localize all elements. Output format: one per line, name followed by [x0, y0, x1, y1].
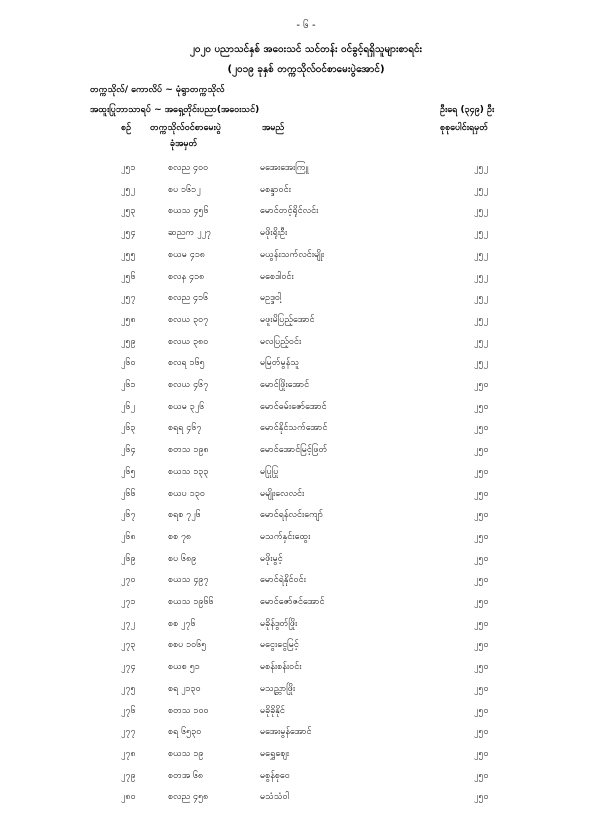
row-name: မောင်ဓမ်းဇော်အောင် [260, 401, 327, 412]
header-name: အမည် [262, 123, 285, 133]
table-row [0, 379, 612, 401]
table-row [0, 249, 612, 271]
row-serial: ၂၇၁ [121, 597, 136, 607]
row-marks: ၂၅၀ [474, 705, 489, 716]
row-serial: ၂၇၂ [121, 618, 135, 629]
header-roll: တက္ကသိုလ်ဝင်စာမေးပွဲ [150, 123, 221, 133]
row-serial: ၂၅၇ [121, 293, 136, 304]
row-roll-number: ဆညက ၂၂၇ [168, 228, 211, 239]
row-serial: ၂၇၄ [121, 662, 136, 673]
row-name: မောင်ရဲနိုင်ဝင်း [260, 575, 306, 586]
row-roll-number: စစ ၂၇၆ [168, 618, 196, 629]
row-name: မောင်ရန်လင်းကျော် [260, 510, 324, 521]
row-marks: ၂၅၀ [474, 792, 489, 803]
row-name: မဖူးမိပြည့်အောင် [260, 314, 315, 325]
row-marks: ၂၅၂ [474, 184, 488, 195]
row-marks: ၂၅၂ [474, 271, 488, 282]
row-name: မသည္တာဖြိုး [260, 683, 296, 694]
row-name: မခိုန်ဒွတ်ဖြိုး [260, 618, 298, 629]
table-row [0, 227, 612, 249]
row-marks: ၂၅၂ [474, 293, 488, 304]
row-serial: ၂၇၅ [121, 683, 136, 694]
table-row [0, 618, 612, 640]
row-roll-number: စယမ ၃၂၆ [168, 401, 205, 412]
total-count: ဦးရေ (၃၄၉) ဦး [440, 105, 495, 115]
row-name: မဥဒ္ဒဝါ့ [260, 293, 282, 304]
table-row [0, 422, 612, 444]
row-marks: ၂၅၀ [474, 423, 489, 434]
row-serial: ၂၆၀ [121, 358, 136, 369]
row-marks: ၂၅၂ [474, 336, 488, 347]
table-row [0, 791, 612, 813]
row-serial: ၂၇၈ [121, 748, 136, 759]
row-name: မဖိုးရိုးဦး [260, 228, 288, 239]
row-roll-number: စယပ ၁၃၀ [168, 488, 205, 499]
row-name: မအေးမွန်အောင် [260, 727, 312, 738]
row-marks: ၂၅၀ [474, 770, 489, 781]
row-roll-number: စတအ ၆၈ [168, 770, 204, 781]
row-serial: ၂၈၀ [121, 792, 136, 803]
row-roll-number: စလည ၄၀၀ [168, 163, 209, 173]
document-title: ၂၀၂၀ ပညာသင်နှစ် အဝေးသင် သင်တန်း ဝင်ခွင့်ရရှိသူများစာရင်း [189, 44, 423, 55]
row-serial: ၂၆၁ [121, 380, 136, 390]
table-row [0, 661, 612, 683]
row-roll-number: စယမ ၄၁၈ [168, 249, 206, 260]
row-marks: ၂၅၀ [474, 748, 489, 759]
row-roll-number: စတသ ၁၀၀ [168, 705, 209, 716]
table-row [0, 444, 612, 466]
table-row [0, 488, 612, 510]
table-row [0, 596, 612, 618]
row-roll-number: စရ ၂၁၃၀ [168, 683, 201, 694]
row-marks: ၂၅၂ [474, 163, 488, 173]
table-row [0, 574, 612, 596]
row-name: မစေဒါဝင်း [260, 271, 294, 282]
row-serial: ၂၆၅ [121, 466, 136, 477]
table-row [0, 509, 612, 531]
row-serial: ၂၅၃ [121, 206, 136, 217]
row-name: မစန္ဒာဝင်း [260, 184, 291, 195]
row-marks: ၂၅၀ [474, 510, 489, 521]
row-name: မဖိုးမွင့် [260, 553, 283, 564]
row-name: မယွန်းသက်လင်းမျိုး [260, 249, 325, 260]
header-roll-line2: ခုံအမှတ် [170, 139, 198, 149]
row-serial: ၂၇၇ [121, 727, 136, 738]
row-roll-number: စရစ ၇၂၆ [168, 510, 201, 521]
row-roll-number: စယသ ၄၉၇ [168, 575, 209, 586]
subject-line: အထူးပြုဘာသာရပ် ~ အရှေ့တိုင်းပညာ(အဝေးသင်) [90, 105, 260, 115]
row-roll-number: စစ ၇၈ [168, 531, 192, 542]
page-number: - ၆ - [296, 20, 316, 31]
row-roll-number: စယသ ၁၉၆၆ [168, 597, 214, 607]
row-marks: ၂၅၂ [474, 228, 488, 239]
row-marks: ၂၅၂ [474, 206, 488, 217]
row-name: မပြုပြု [260, 466, 279, 477]
row-roll-number: စယစ ၅၁ [168, 662, 200, 673]
row-serial: ၂၅၈ [121, 314, 136, 325]
row-marks: ၂၅၀ [474, 466, 489, 477]
table-row [0, 748, 612, 770]
row-marks: ၂၅၀ [474, 683, 489, 694]
row-marks: ၂၅၀ [474, 640, 489, 651]
row-name: မောင်နိုင်သက်အောင် [260, 423, 328, 434]
row-serial: ၂၆၄ [121, 445, 136, 456]
table-row [0, 162, 612, 184]
row-serial: ၂၆၂ [121, 401, 135, 412]
row-marks: ၂၅၀ [474, 445, 489, 456]
row-marks: ၂၅၀ [474, 727, 489, 738]
row-roll-number: စလည ၄၁၆ [168, 293, 209, 304]
table-row [0, 770, 612, 792]
row-roll-number: စယသ ၄၅၆ [168, 206, 209, 217]
table-row [0, 705, 612, 727]
row-name: မသက်နှင်းထွေး [260, 531, 311, 542]
row-serial: ၂၅၉ [121, 336, 136, 347]
row-name: မသံသံဝါ [260, 792, 290, 803]
row-serial: ၂၆၉ [121, 553, 136, 564]
university-line: တက္ကသိုလ်/ ကောလိပ် ~ မုံရွာတက္ကသိုလ် [90, 85, 225, 95]
document-subtitle: (၂၀၁၉ ခုနှစ် တက္ကသိုလ်ဝင်စာမေးပွဲအောင်) [227, 64, 385, 75]
row-roll-number: စရ ၆၅၃၀ [168, 727, 202, 738]
table-row [0, 401, 612, 423]
row-marks: ၂၅၀ [474, 553, 489, 564]
table-row [0, 683, 612, 705]
row-marks: ၂၅၀ [474, 380, 489, 390]
table-row [0, 357, 612, 379]
row-roll-number: စပ ၁၆၁၂ [168, 184, 201, 195]
row-roll-number: စလည ၄၅၈ [168, 792, 209, 803]
row-marks: ၂၅၀ [474, 401, 489, 412]
table-row [0, 184, 612, 206]
row-serial: ၂၆၆ [121, 488, 136, 499]
row-marks: ၂၅၀ [474, 618, 489, 629]
row-serial: ၂၆၃ [121, 423, 136, 434]
row-roll-number: စလယ ၃၀၇ [168, 314, 209, 325]
row-marks: ၂၅၂ [474, 249, 488, 260]
table-row [0, 205, 612, 227]
row-serial: ၂၇၉ [121, 770, 136, 781]
row-roll-number: စစပ ၁၀၆၅ [168, 640, 207, 651]
row-name: မမြတ်မွန်သူ [260, 358, 300, 369]
row-roll-number: စလယ ၄၆၇ [168, 380, 209, 390]
row-marks: ၂၅၀ [474, 662, 489, 673]
table-row [0, 292, 612, 314]
row-serial: ၂၅၅ [121, 249, 136, 260]
table-row [0, 336, 612, 358]
row-marks: ၂၅၀ [474, 575, 489, 586]
row-serial: ၂၅၁ [121, 163, 136, 173]
row-name: မောင်ဖြိုးအောင် [260, 380, 310, 390]
row-roll-number: စယသ ၁၃၃ [168, 466, 209, 477]
row-name: မရွှေစျေး [260, 748, 290, 759]
row-serial: ၂၆၈ [121, 531, 136, 542]
table-row [0, 531, 612, 553]
row-name: မခိုခိုနိုင် [260, 705, 285, 716]
row-serial: ၂၅၄ [121, 228, 136, 239]
table-row [0, 639, 612, 661]
row-serial: ၂၅၂ [121, 184, 135, 195]
row-name: မစန်းစန်းဝင်း [260, 662, 302, 673]
row-roll-number: စလရ ၁၆၅ [168, 358, 205, 369]
row-roll-number: စလယ ၃၈၀ [168, 336, 209, 347]
row-name: မမျိုးလေလင်း [260, 488, 305, 499]
row-marks: ၂၅၀ [474, 531, 489, 542]
row-name: မစွန်စုဝေ [260, 770, 290, 781]
table-row [0, 466, 612, 488]
row-marks: ၂၅၂ [474, 314, 488, 325]
row-name: မောင်အောင်မြင့်ဖြတ် [260, 445, 328, 456]
table-row [0, 314, 612, 336]
row-serial: ၂၆၇ [121, 510, 136, 521]
row-marks: ၂၅၀ [474, 597, 489, 607]
row-serial: ၂၇၃ [121, 640, 136, 651]
row-roll-number: စပ ၆၈၉ [168, 553, 197, 564]
row-name: မလပြည့်ဝင်း [260, 336, 302, 347]
row-roll-number: စယသ ၁၉ [168, 748, 204, 759]
row-roll-number: စလန ၄၁၈ [168, 271, 205, 282]
row-serial: ၂၅၆ [121, 271, 136, 282]
row-name: မောင်တင့်ရိုင်လင်း [260, 206, 319, 217]
row-roll-number: စတသ ၁၉၈ [168, 445, 209, 456]
table-row [0, 726, 612, 748]
row-roll-number: စရရ ၄၆၇ [168, 423, 202, 434]
header-serial: စဉ် [121, 123, 132, 133]
header-marks: စုစုပေါင်းရမှတ် [440, 123, 489, 133]
table-row [0, 271, 612, 293]
row-serial: ၂၇၆ [121, 705, 136, 716]
row-marks: ၂၅၀ [474, 488, 489, 499]
row-name: မောင်ဇော်ဇင်အောင် [260, 597, 325, 607]
row-serial: ၂၇၀ [121, 575, 136, 586]
table-row [0, 553, 612, 575]
row-marks: ၂၅၂ [474, 358, 488, 369]
row-name: မအေးအေးကြူ [260, 163, 309, 173]
row-name: မငွေးငွေမြင့် [260, 640, 299, 651]
